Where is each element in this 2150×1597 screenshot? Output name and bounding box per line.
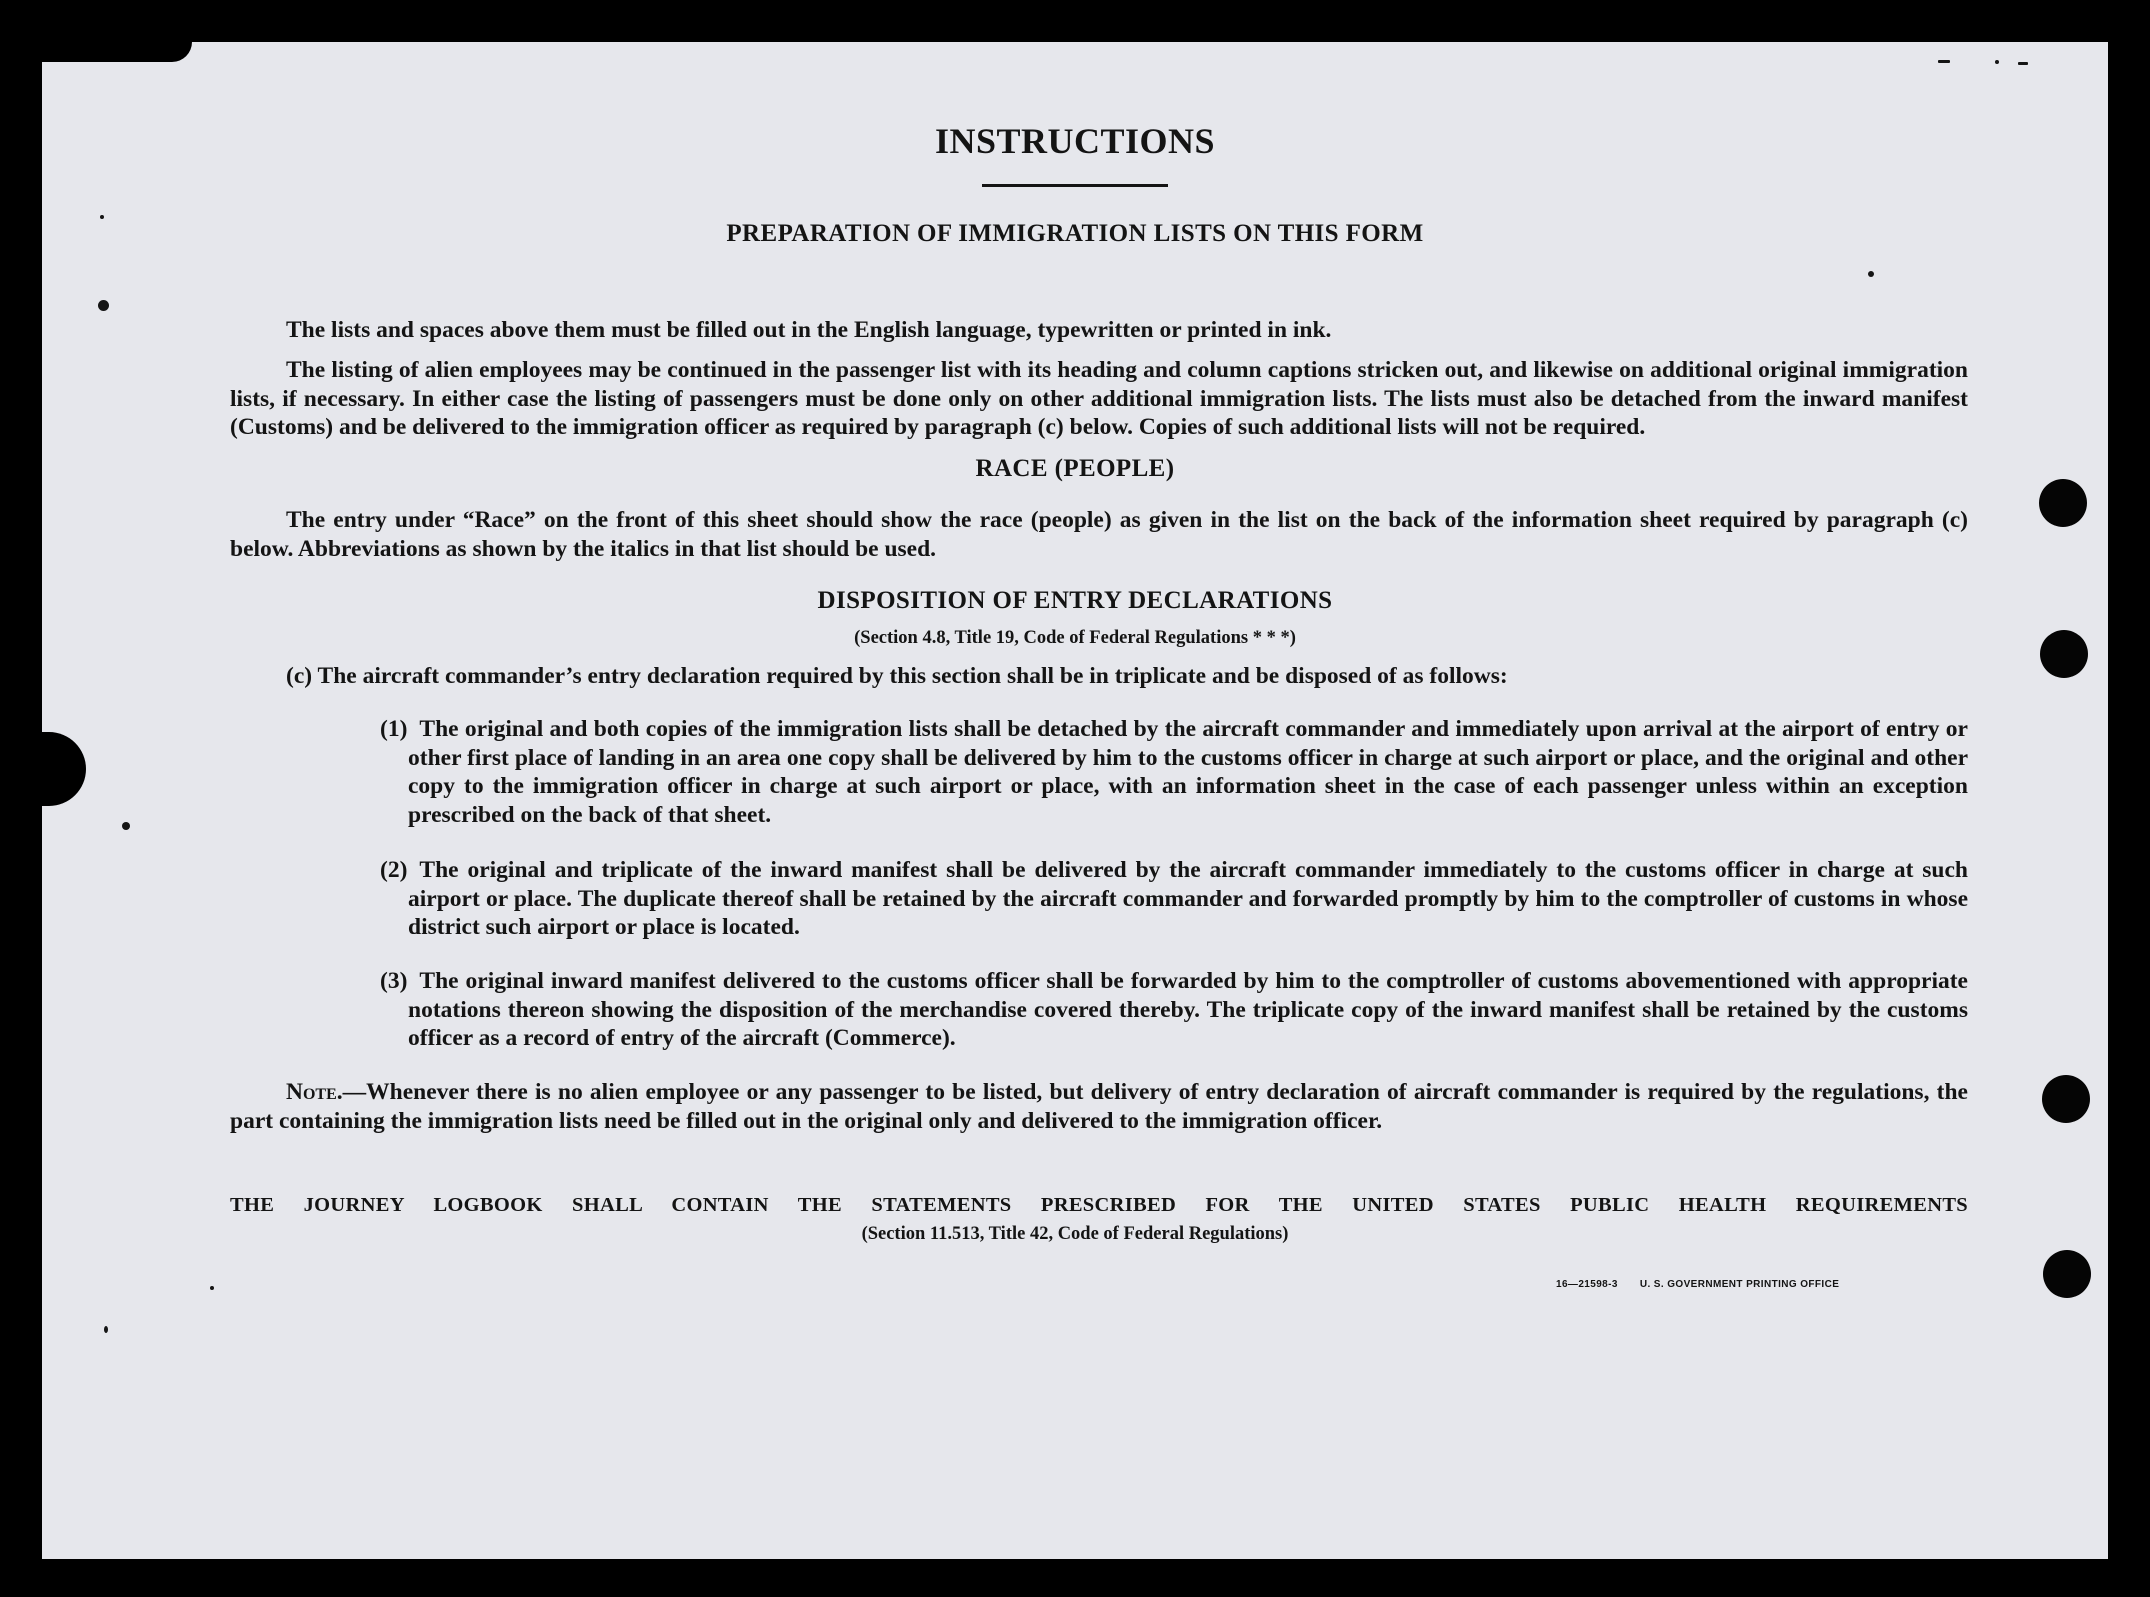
note-text: —Whenever there is no alien employee or any passenger to be listed, but delivery of entry declaration of aircraft commander is required by the regulations, the part containing the immigration lists need be filled out in the original only and delivered to the immigration officer. [230,1079,1968,1134]
race-paragraph: The entry under “Race” on the front of this sheet should show the race (people) as given in the list on the back of the information sheet required by paragraph (c) below. Abbreviations as shown by the italics in that list should be used. [230,507,1968,562]
footer-reference: (Section 11.513, Title 42, Code of Federal Regulations) [861,1224,1289,1244]
printer-imprint: U. S. GOVERNMENT PRINTING OFFICE [1639,1279,1840,1290]
punch-hole [2042,1075,2090,1123]
item-text: The original inward manifest delivered to the customs officer shall be forwarded by him to the comptroller of customs abovementioned with appropriate notations thereon showing the disposition of the merchandise covered thereby. The triplicate copy of the inward manifest shall be retained by the customs officer as a record of entry of the aircraft (Commerce). [408,968,1968,1051]
disposition-reference: (Section 4.8, Title 19, Code of Federal Regulations * * *) [854,628,1296,648]
item-text: The original and triplicate of the inward manifest shall be delivered by the aircraft commander immediately to the customs officer in charge at such airport or place. The duplicate thereof shall be retained by the aircraft commander and forwarded promptly by him to the comptroller of customs in whose district such airport or place is located. [408,857,1968,940]
ink-speck [2018,62,2028,65]
disposition-item-3 [380,967,1968,1053]
item-number: (3) [380,968,408,994]
document-page [42,42,2108,1559]
item-number: (2) [380,857,408,883]
disposition-intro: (c) The aircraft commander’s entry declaration required by this section shall be in triplicate and be disposed of as follows: [286,663,1508,689]
ink-speck [104,1326,108,1333]
punch-hole [2039,479,2087,527]
disposition-item-2 [380,856,1968,942]
punch-hole [2040,630,2088,678]
ink-speck [98,300,109,311]
ink-speck [1995,60,1999,64]
preparation-paragraph-2: The listing of alien employees may be continued in the passenger list with its heading and column captions stricken out, and likewise on additional original immigration lists, if necessary. In either case the listing of passengers must be done only on other additional immigration lists. The lists must also be detached from the inward manifest (Customs) and be delivered to the immigration officer as required by paragraph (c) below. Copies of such additional lists will not be required. [230,357,1968,440]
footer-statement: THE JOURNEY LOGBOOK SHALL CONTAIN THE STATEMENTS PRESCRIBED FOR THE UNITED STATES PUBLIC HEALTH REQUIREMENTS [230,1194,1968,1216]
disposition-item-1 [380,715,1968,829]
form-number: 16—21598-3 [1556,1279,1618,1290]
ink-speck [1938,60,1950,63]
preparation-heading: PREPARATION OF IMMIGRATION LISTS ON THIS FORM [726,220,1424,247]
edge-tear [42,732,86,806]
item-text: The original and both copies of the immigration lists shall be detached by the aircraft commander and immediately upon arrival at the airport of entry or other first place of landing in an area one copy shall be delivered by him to the customs officer in charge at such airport or place, and the original and other copy to the immigration officer in charge at such airport or place, with an information sheet in the case of each passenger unless within an exception prescribed on the back of that sheet. [408,716,1968,828]
title-underline [982,184,1168,187]
disposition-heading: DISPOSITION OF ENTRY DECLARATIONS [817,587,1333,614]
ink-speck [1868,271,1874,277]
ink-speck [100,215,104,219]
note-label: Note. [286,1079,343,1105]
punch-hole [2043,1250,2091,1298]
item-number: (1) [380,716,408,742]
ink-speck [122,822,130,830]
edge-tear [42,42,192,62]
print-code [1556,1279,1861,1290]
note-paragraph [230,1078,1968,1135]
preparation-paragraph-1: The lists and spaces above them must be filled out in the English language, typewritten or printed in ink. [286,317,1332,343]
document-title: INSTRUCTIONS [934,121,1216,161]
ink-speck [210,1286,214,1290]
race-heading: RACE (PEOPLE) [975,455,1175,482]
